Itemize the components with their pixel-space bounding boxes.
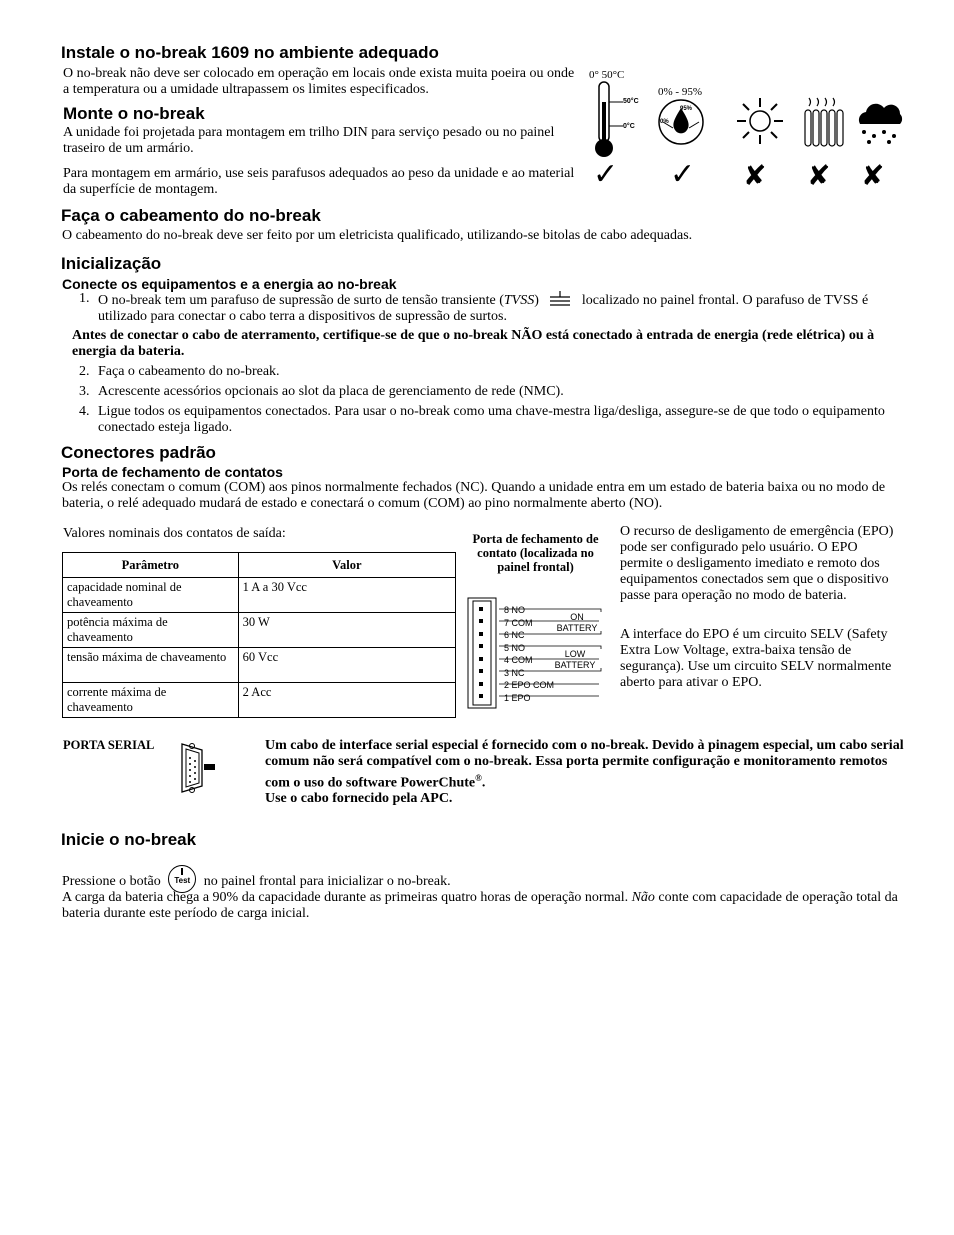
check-mark-temperature-icon: ✓: [593, 157, 619, 192]
sun-icon: [735, 96, 785, 146]
table-header-row: [63, 553, 456, 578]
table-row: corrente máxima de chaveamento 2 Acc: [63, 683, 456, 718]
init-steps-list: [62, 364, 902, 436]
test-button-icon: Test: [168, 865, 196, 893]
grounding-warning: Antes de conectar o cabo de aterramento, certifique-se de que o no-break NÃO está conectado à entrada de energia (rede elétrica) ou à energia da bateria.: [72, 328, 875, 359]
humidity-low-label: 0%: [660, 119, 669, 125]
ground-symbol-icon: [548, 291, 572, 309]
terminal-block-icon: [467, 597, 499, 711]
humidity-high-label: 95%: [680, 106, 693, 112]
tvss-abbrev: TVSS: [503, 293, 535, 308]
epo-text-1: O recurso de desligamento de emergência (EPO) pode ser configurado pelo usuário. O EPO permite o desligamento imediato e remoto dos equipamentos conectados sem que o dispositivo passe para operação no modo de bateria.: [620, 524, 894, 603]
start-press-line: Pressione o botão Test no painel frontal para inicializar o no-break.: [62, 865, 862, 893]
table-header-value: Valor: [238, 553, 455, 578]
pin-label: 6 NC: [504, 630, 525, 640]
temp-range-label: 0° 50°C: [589, 69, 625, 81]
mount-text-1: A unidade foi projetada para montagem em trilho DIN para serviço pesado ou no painel traseiro de um armário.: [63, 125, 555, 156]
contact-port-diagram: [467, 597, 607, 712]
pin-label: 5 NO: [504, 642, 526, 653]
thermometer-icon: [591, 80, 641, 160]
table-row: potência máxima de chaveamento 30 W: [63, 613, 456, 648]
init-step-3: 3. Acrescente acessórios opcionais ao slot da placa de gerenciamento de rede (NMC).: [79, 384, 564, 399]
install-title: Instale o no-break 1609 no ambiente adequado: [61, 43, 439, 62]
install-text: O no-break não deve ser colocado em operação em locais onde exista muita poeira ou onde a temperatura ou a umidade ultrapassem os limites especificados.: [63, 66, 575, 97]
mount-title: Monte o no-break: [63, 104, 205, 123]
table-caption: Valores nominais dos contatos de saída:: [63, 526, 286, 541]
step-1-text-b: ): [534, 293, 539, 308]
step-number: 1.: [79, 291, 90, 306]
init-subtitle: Conecte os equipamentos e a energia ao no-break: [62, 276, 397, 292]
table-row: capacidade nominal de chaveamento 1 A a 30 Vcc: [63, 578, 456, 613]
init-title: Inicialização: [61, 254, 162, 273]
pin-label: 8 NO: [504, 605, 526, 615]
pin-label: 3 NC: [504, 667, 525, 678]
init-step-2: 2. Faça o cabeamento do no-break.: [79, 364, 280, 379]
mount-text-2: Para montagem em armário, use seis parafusos adequados ao peso da unidade e ao material da superfície de montagem.: [63, 166, 575, 197]
table-header-parameter: Parâmetro: [63, 553, 239, 578]
serial-text: Um cabo de interface serial especial é fornecido com o no-break. Devido à pinagem especial, um cabo serial comum não será compatível com o no-break. Essa porta permite configuração e monitoramento remotos com o uso do software PowerChute®.: [265, 738, 904, 791]
epo-text-2: A interface do EPO é um circuito SELV (Safety Extra Low Voltage, extra-baixa tensão de segurança). Use um circuito SELV normalmente aberto para ativar o EPO.: [620, 627, 892, 690]
cross-mark-rain-icon: ✘: [861, 159, 885, 192]
low-battery-label: LOW BATTERY: [554, 649, 596, 670]
init-step-1: [62, 291, 902, 325]
environment-icons: [585, 64, 915, 194]
start-charge-text: A carga da bateria chega a 90% da capacidade durante as primeiras quatro horas de operação normal. Não conte com capacidade de operação total da bateria durante este período de carga inicial.: [62, 890, 898, 921]
start-title: Inicie o no-break: [61, 830, 197, 849]
step-1-text-a: O no-break tem um parafuso de supressão de surto de tensão transiente (: [98, 293, 504, 308]
step-1-text-c: localizado no painel frontal. O parafuso de TVSS é utilizado para conectar o cabo terra a dispositivos de supressão de surtos.: [98, 293, 869, 324]
cabling-title: Faça o cabeamento do no-break: [61, 206, 321, 225]
serial-note: Use o cabo fornecido pela APC.: [265, 791, 453, 806]
temp-high-label: 50°C: [623, 98, 639, 105]
connectors-text: Os relés conectam o comum (COM) aos pinos normalmente fechados (NC). Quando a unidade entra em um estado de bateria baixa ou no modo de bateria, o relé adequado mudará de estado e conectará o comum (COM) ao pino normalmente aberto (NO).: [62, 480, 886, 511]
cabling-text: O cabeamento do no-break deve ser feito por um eletricista qualificado, utilizando-se bitolas de cabo adequadas.: [62, 228, 693, 243]
pin-label: 4 COM: [504, 655, 533, 665]
connectors-subtitle: Porta de fechamento de contatos: [62, 464, 283, 480]
temp-low-label: 0°C: [623, 123, 635, 130]
contact-ratings-table: [62, 552, 456, 718]
init-step-4: 4. Ligue todos os equipamentos conectados. Para usar o no-break como uma chave-mestra liga/desliga, assegure-se de que todo o equipamento conectado esteja ligado.: [79, 404, 885, 435]
humidity-range-label: 0% - 95%: [658, 86, 702, 98]
connectors-title: Conectores padrão: [61, 443, 216, 462]
serial-port-icon: [176, 740, 218, 796]
pin-label: 2 EPO COM: [504, 680, 555, 690]
check-mark-humidity-icon: ✓: [670, 157, 696, 192]
registered-mark: ®: [475, 773, 482, 783]
port-title: Porta de fechamento de contato (localizada no painel frontal): [472, 532, 599, 574]
pin-label: 1 EPO: [504, 692, 531, 703]
rain-cloud-icon: [850, 102, 910, 147]
table-row: tensão máxima de chaveamento 60 Vcc: [63, 648, 456, 683]
cross-mark-heat-icon: ✘: [807, 159, 831, 192]
serial-port-label: PORTA SERIAL: [63, 738, 155, 752]
pin-label: 7 COM: [504, 617, 533, 628]
heater-icon: [801, 96, 846, 151]
cross-mark-sun-icon: ✘: [743, 159, 767, 192]
on-battery-label: ON BATTERY: [556, 612, 598, 633]
